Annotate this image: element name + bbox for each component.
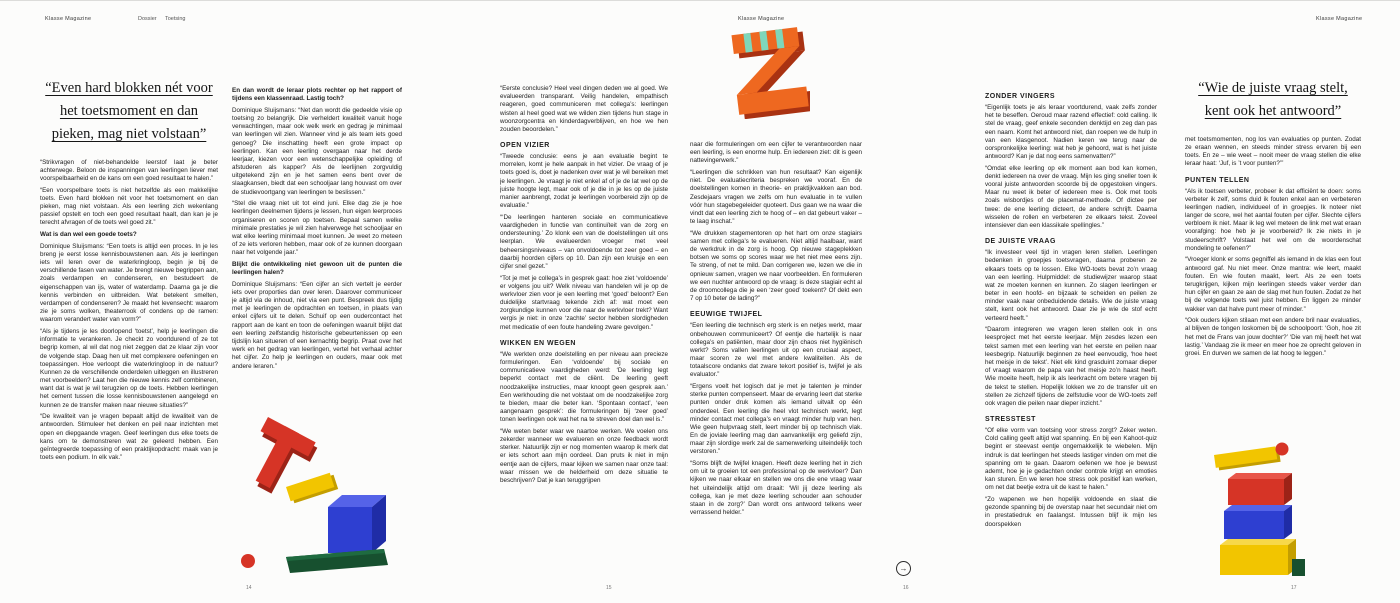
- section-heading: EEUWIGE TWIJFEL: [690, 311, 763, 319]
- page-number: 17: [1291, 585, 1297, 591]
- arrow-glyph: →: [899, 563, 908, 573]
- body-paragraph: “Zo wapenen we hen hopelijk voldoende en slaat die gezonde spanning bij de overstap naar het secundair niet om in prestatiedruk en faalangst. Intussen blijf ik mijn les doorspekken: [985, 496, 1157, 528]
- body-paragraph: “Ook ouders kijken stilaan met een andere bril naar evaluaties, al blijven de tongen loskomen bij de schoolpoort: ‘Goh, hoe zit het met de Frans van jouw dochter?’ ‘Die van mij heeft het wat lastig.’ Vandaag zie ik meer en meer hoe ze oprecht geloven in groei. En durven we samen de lat hoog te leggen.”: [1185, 317, 1361, 357]
- text-column-6: [1185, 77, 1361, 433]
- body-paragraph: “Ergens voelt het logisch dat je met je talenten je minder sterke punten compenseert. Maar de ervaring leert dat sterke punten onder druk komen als iemand uitvalt op één onderdeel. Een leerling die heel vlot technisch werkt, legt minder contact met collega’s en vraagt minder hulp van hen. Wie geen hulpvraag stelt, leert minder bij op technisch vlak. En de joviale leerling mag dan aanvankelijk erg geliefd zijn, maar zijn slordige werk zal de samenwerking uiteindelijk toch verstoren.”: [690, 383, 862, 456]
- body-paragraph: “Een voorspelbare toets is niet hetzelfde als een makkelijke toets. Even hard blokken nét voor het toetsmoment en dan pieken, mag niet volstaan. Als een leerling zich wekenlang passief opstelt en toch een goed resultaat haalt, dan kan je je terecht afvragen of de toets wel goed zit.”: [40, 186, 218, 227]
- section-heading: STRESSTEST: [985, 416, 1036, 424]
- running-head-center: Klasse Magazine: [738, 16, 785, 22]
- body-paragraph: Dominique Sluijsmans: “Een toets is altijd een proces. In je les breng je eerst losse kennisbouwstenen aan. Als je leerlingen iets wil leren over de waterkringloop, begin je bij de verschillende fasen van water. Je brengt nieuwe begrippen aan, zoals verdampen en condenseren, en bestudeert de eigenschappen van ijs, water of waterdamp. Daarna ga je die kennis verbinden en uitbreiden. Wat betekent smelten, verdampen of condenseren? Je maakt het levensecht: waarom zie je soms wolken, theaterrook of condens op de ramen: waarom verandert water van vorm?”: [40, 242, 218, 324]
- section-heading: PUNTEN TELLEN: [1185, 176, 1250, 184]
- text-column-5: [985, 85, 1157, 577]
- body-paragraph: “We werkten onze doelstelling en per niveau aan precieze formuleringen. Een ‘voldoende’ bij sociale en communicatieve vaardigheden werd: ‘De leerling legt beperkt contact met de cliënt. De leerling geeft noodzakelijke instructies, maar knoopt geen gesprek aan.’ Een werkhouding die net volstaat om de noodzakelijke zorg te bieden, maar die beter kan. ‘Spontaan contact’, ‘een aangenaam gesprek’: die formuleringen bij ‘zeer goed’ tonen leerlingen ook wat het na te streven doel dan wel is.”: [500, 350, 668, 424]
- text-column-2: [232, 87, 402, 405]
- interview-question: Blijkt die ontwikkeling niet gewoon uit de punten die leerlingen halen?: [232, 260, 402, 277]
- body-paragraph: Dominique Sluijsmans: “Net dan wordt die gedeelde visie op toetsing zo belangrijk. Die verheldert kwaliteit vanuit hoge verwachtingen, maar ook welk werk en gedrag je minimaal van leerlingen wil zien. Wanneer vind je als team iets goed genoeg? Die inschatting heeft een grote impact op leerlingen. Kan een leerling overgaan naar het derde leerjaar, kiezen voor een wetenschappelijke opleiding of afstuderen als kapper? Als de leerlijnen zorgvuldig uitgetekend zijn en je het samen eens bent over de slaagkansen, biedt dat een schooljaar lang houvast om over de studievoortgang van leerlingen te beslissen.”: [232, 106, 402, 196]
- page-number: 14: [246, 585, 252, 591]
- running-head-right: Klasse Magazine: [1316, 16, 1363, 22]
- body-paragraph: “We drukken stagementoren op het hart om onze stagiairs samen met collega’s te evalueren. Niet altijd haalbaar, want de werkdruk in de zorg is hoog. Op nieuwe stageplekken botsen we soms op scores waar we het niet mee eens zijn. Te streng, of net te mild. Dan corrigeren we, lezen we die in opnieuw samen, vragen we naar voorbeelden. En formuleren we een nuchter antwoord op de vraag: is deze stagiair echt al de droomcollega die je een ‘zeer goed’ toekent? Of dekt een 7 op 10 beter de lading?”: [690, 229, 862, 303]
- body-paragraph: “Eigenlijk toets je als leraar voortdurend, vaak zelfs zonder het te beseffen. Oeroud maar razend effectief: cold calling. Ik stel de vraag, geef enkele seconden denktijd en zeg dan pas een naam. Komt het antwoord niet, dan roepen we de hulp in van een klasgenoot. Nadien keren we terug naar de oorspronkelijke leerling: wat heb je gehoord, wat is het juiste antwoord? Kan je dat nog eens samenvatten?”: [985, 104, 1157, 161]
- body-paragraph: “Tweede conclusie: eens je aan evaluatie begint te morrelen, komt je hele aanpak in het vizier. De vraag of je toets goed is, doet je nadenken over wat je wil bereiken met je leerlingen. Je vraagt je niet enkel af of je de lat wel op de juiste hoogte legt, maar ook of je die in je les op de juiste manier aanbrengt, zodat je leerlingen voorbereid zijn op de evaluatie.”: [500, 153, 668, 210]
- body-paragraph: “Soms blijft de twijfel knagen. Heeft deze leerling het in zich om uit te groeien tot een professional op de werkvloer? Dan kijken we naar elkaar en stellen we ons die ene vraag waar het uiteindelijk altijd om draait: ‘Wil jij deze leerling als collega, kan je met deze leerling schouder aan schouder staan in de zorg?’ Dan wordt ons antwoord telkens weer verrassend helder.”: [690, 460, 862, 517]
- page-number: 16: [903, 585, 909, 591]
- text-column-4: [690, 141, 862, 577]
- body-paragraph: “Strikvragen of niet-behandelde leerstof laat je beter achterwege. Beloon de inspanningen van leerlingen liever met voorspelbaarheid en de kans om een goed resultaat te halen.”: [40, 158, 218, 183]
- body-paragraph: “Tot je met je collega’s in gesprek gaat: hoe ziet ‘voldoende’ er volgens jou uit? Welk niveau van handelen wil je op de werkvloer zien voor je een leerling met ‘goed’ beloont? Een duidelijke startvraag tekende zich af: wat moet een zorgkundige kunnen voor die naar de werkvloer trekt? Want vergis je niet: in onze ‘zachte’ sector hebben slordigheden met medicatie of een foute handeling zware gevolgen.”: [500, 274, 668, 331]
- section-heading: DE JUISTE VRAAG: [985, 238, 1056, 246]
- continue-arrow-icon: [896, 561, 911, 576]
- body-paragraph: “De kwaliteit van je vragen bepaalt altijd de kwaliteit van de antwoorden. Stimuleer het denken en peil naar inzichten met open en diepgaande vragen. Geef leerlingen dus elke toets de kans om te demonstreren wat ze geleerd hebben. Een geïntegreerde toepassing of een praktijkopdracht: maak van je toets een podium. In elk vak.”: [40, 413, 218, 462]
- body-paragraph: “Eerste conclusie? Heel veel dingen deden we al goed. We evalueerden transparant. Veilig handelen, empathisch reageren, goed communiceren met collega’s: leerlingen wisten al heel goed wat we wilden zien tijdens hun stage in woonzorgcentra en kinderdagverblijven, en hoe we hen zouden beoordelen.”: [500, 85, 668, 133]
- section-heading: WIKKEN EN WEGEN: [500, 339, 576, 347]
- body-paragraph: Dominique Sluijsmans: “Een cijfer an sich vertelt je eerder iets over proporties dan over leren. Daarover communiceer je altijd via de inhoud, niet via een punt. Bespreek dus tijdig met je leerlingen de opdrachten en toetsen, in plaats van enkel cijfers uit te delen. Schuif op een oudercontact het rapport aan de kant en toon de oefeningen waaruit blijkt dat een leerling zelfstandig historische gebeurtenissen op een tijdslijn kan situeren of een kernachtig begrip. Praat over het werk en het gedrag van leerlingen, vertel het verhaal achter het cijfer. Zo help je leerlingen en ouders, maar ook met andere leraren.”: [232, 280, 402, 370]
- falling-blocks-illustration: [234, 411, 402, 583]
- interview-question: En dan wordt de leraar plots rechter op het rapport of tijdens een klassenraad. Lastig toch?: [232, 87, 402, 103]
- nav-toetsing-label: Toetsing: [165, 16, 186, 22]
- body-paragraph: “Een leerling die technisch erg sterk is en netjes werkt, maar onbehouwen communiceert? Of eentje die hartelijk is naar collega’s en patiënten, maar door zijn chaos niet hygiënisch werkt? Soms vallen leerlingen uit op een cruciaal aspect, maar scoren ze wel met andere kwaliteiten. Als de totaalscore ondanks dat zware tekort positief is, twijfel je als evaluator.”: [690, 322, 862, 379]
- body-paragraph: “Ik investeer veel tijd in vragen leren stellen. Leerlingen bedenken in groepjes toetsvragen, daarna proberen ze elkaars toets op te lossen. Elke WO-toets bevat zo’n vraag van een leerling. Hulpmiddel: de studiewijzer waarop staat wat ze moeten kennen en kunnen. Zo slagen leerlingen er beter in een hoofd- en bijzaak te scheiden en peilen ze minder vaak naar onbeduidende details. Wie de juiste vraag stelt, kent ook het antwoord. Daar zie je wie de stof echt verteerd heeft.”: [985, 249, 1157, 322]
- body-paragraph: “Of elke vorm van toetsing voor stress zorgt? Zeker weten. Cold calling geeft altijd wat spanning. En bij een Kahoot-quiz begint er steevast eentje ongemakkelijk te wiebelen. Mijn indruk is dat leerlingen het steeds lastiger vinden om met die spanning om te gaan. Daarom oefenen we hoe je bewust ademt, hoe je je gedachten onder controle krijgt en emoties kan sturen. En we leren hoe stress ook positief kan werken, om net dat beetje extra uit de kast te halen.”: [985, 427, 1157, 492]
- body-paragraph: naar die formuleringen om een cijfer te verantwoorden naar een leerling, is een enorme hulp. En iedereen ziet: dit is geen nattevingerwerk.”: [690, 141, 862, 165]
- body-paragraph: “Stel die vraag niet uit tot eind juni. Elke dag zie je hoe leerlingen deelnemen tijdens je lessen, hun eigen leerproces organiseren en scoren op toetsen. Bepaal samen welke minimale prestaties je wil zien halverwege het schooljaar en wat elke leerling minimaal moet kunnen. Je weet zo meteen of ze iets verloren hebben, maar ook of ze kunnen doorgaan naar het volgende jaar.”: [232, 200, 402, 257]
- interview-question: Wat is dan wel een goede toets?: [40, 231, 137, 239]
- body-paragraph: “We weten beter waar we naartoe werken. We voelen ons zekerder wanneer we evalueren en onze feedback wordt sterker. Natuurlijk zijn er nog momenten waarop ik merk dat er iets schort aan mijn oordeel. Dan pruts ik niet in mijn eentje aan de cijfers, maar kijken we samen naar onze taal: waar missen we de helderheid om deze situatie te beschrijven? Dat je kan teruggrijpen: [500, 427, 668, 484]
- pull-quote: “Wie de juiste vraag stelt, kent ook het antwoord”: [1198, 80, 1348, 119]
- body-paragraph: “Als ik toetsen verbeter, probeer ik dat efficiënt te doen: soms verbeter ik zelf, soms duid ik fouten enkel aan en verbeteren leerlingen nadien, individueel of in groepjes. Ik noteer niet langer de score, wel het aantal fouten per cijfer. Slechte cijfers verbloem ik niet. Maar ik leg wel meteen de link met wat eraan voorafging: hoe heb je je voorbereid? Ik zie niets in je studeerschrift? Volstaat het wel om de woordenschat mondeling te oefenen?”: [1185, 187, 1361, 252]
- section-heading: OPEN VIZIER: [500, 142, 550, 150]
- body-paragraph: met toetsmomenten, nog los van evaluaties op punten. Zodat ze eraan wennen, en steeds minder stress ervaren bij een toets. En ze – wie weet – nooit meer de vraag stellen die elke leraar haat: ‘Juf, is ’t voor punten?’”: [1185, 135, 1361, 168]
- body-paragraph: “Vroeger klonk er soms gegniffel als iemand in de klas een fout antwoord gaf. Nu niet meer. Onze mantra: wie leert, maakt fouten. En wie fouten maakt, leert. Als ze een toets terugkrijgen, kijken mijn leerlingen steeds vaker verder dan hun cijfer en gaan ze aan de slag met hun fouten. Zodat ze het bij de volgende toets wel juist hebben. En liggen ze minder wakker van dat halve punt meer of minder.”: [1185, 256, 1361, 313]
- body-paragraph: “‘De leerlingen hanteren sociale en communicatieve vaardigheden in functie van continuïteit van de zorg en ondersteuning.’ Zo klonk een van de doelstellingen uit ons leerplan. We evalueerden vroeger met veel beheersingsniveaus – van onvoldoende tot zeer goed – en daarbij hoorden cijfers op 10. Dan zijn een kruisje en een cijfer snel gezet.”: [500, 213, 668, 270]
- body-paragraph: “Als je tijdens je les doorlopend ‘toetst’, help je leerlingen die informatie te verankeren. Je checkt zo voortdurend of ze tot begrip komen, al wil dat nog niet zeggen dat ze klaar zijn voor de volgende stap. Daag hen uit met complexere oefeningen en toepassingen. Hoe verloopt die waterkringloop in de natuur? Kunnen ze de verschillende onderdelen uitleggen en illustreren met voorbeelden? Laat hen die nieuwe kennis zelf combineren, want dat is wat je wil terugzien op de toets. Hebben leerlingen het cement tussen die losse kennisbouwstenen aangelegd en kunnen ze de transfer maken naar nieuwe situaties?”: [40, 327, 218, 409]
- letter-z-illustration: [726, 21, 810, 119]
- running-head-left: Klasse Magazine: [45, 16, 92, 22]
- body-paragraph: “Omdat elke leerling op elk moment aan bod kan komen, denkt iedereen na over de vraag. Mijn les ging sneller toen ik vooral juiste antwoorden scoorde bij de opgestoken vingers. Maar nu weet ik beter of iedereen mee is. Ook met tools zoals wisbordjes of de placemat-methode. Of dictee per twee: de ene leerling dicteert, de andere schrijft. Daarna wisselen de rollen en verbeteren ze elkaars tekst. Zoveel intensiever dan een klassikale spellingles.”: [985, 164, 1157, 229]
- section-heading: ZONDER VINGERS: [985, 93, 1056, 100]
- nav-dossier-label: Dossier: [138, 16, 157, 22]
- stacked-letters-illustration: [1206, 437, 1310, 587]
- pull-quote: “Even hard blokken nét voor het toetsmoment en dan pieken, mag niet volstaan”: [45, 80, 213, 142]
- page-number: 15: [606, 585, 612, 591]
- text-column-3: [500, 85, 668, 577]
- body-paragraph: “Leerlingen die schrikken van hun resultaat? Kan eigenlijk niet. De evaluatiecriteria bespreken we vooraf. En de doelstellingen komen in theorie- en praktijkvakken aan bod. Zesdejaars vragen we zelfs om hun evaluatie in te vullen vóór hun stagebegeleider quoteert. Dus gaan we na waar die vindt dat een leerling zich te hoog of – en dat gebeurt vaker – te laag inschat.”: [690, 169, 862, 226]
- text-column-1: [40, 77, 218, 559]
- body-paragraph: “Daarom integreren we vragen leren stellen ook in ons leesproject met het eerste leerjaar. Mijn zesdes lezen een tekst samen met een leerling van het eerste en peilen naar leesbegrip. Natuurlijk beginnen ze heel eenvoudig, ‘hoe heet het meisje in de tekst’. Niet elk kind grasduint zomaar dieper of vraagt waarom de papa van het meisje zo’n haast heeft. Wie moeite heeft, help ik als leerkracht om betere vragen bij de tekst te stellen. Hopelijk lokken we zo de transfer uit en stellen ze zichzelf tijdens de zelfstudie voor de WO-toets zelf ook vragen die peilen naar dieper inzicht.”: [985, 326, 1157, 407]
